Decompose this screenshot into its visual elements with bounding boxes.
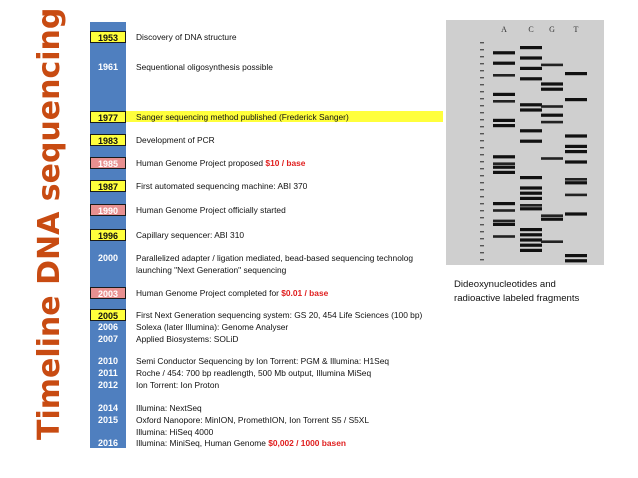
event-description: Semi Conductor Sequencing by Ion Torrent: PGM & Illumina: H1Seq xyxy=(136,356,390,366)
event-description: Development of PCR xyxy=(136,135,215,145)
year-label: 1996 xyxy=(90,229,126,241)
gel-band xyxy=(565,72,587,75)
gel-band xyxy=(520,103,542,106)
year-label: 2011 xyxy=(98,368,118,378)
gel-band xyxy=(493,62,515,65)
gel-band xyxy=(520,192,542,195)
year-label: 1983 xyxy=(90,134,126,146)
event-description: Roche / 454: 700 bp readlength, 500 Mb output, Illumina MiSeq xyxy=(136,368,372,378)
gel-band xyxy=(565,259,587,262)
event-description: First Next Generation sequencing system: GS 20, 454 Life Sciences (100 bp) xyxy=(136,310,423,320)
year-label: 2014 xyxy=(97,403,119,413)
gel-band xyxy=(520,207,542,210)
gel-scale-mark xyxy=(480,224,484,225)
event-text xyxy=(136,355,389,367)
gel-scale-mark xyxy=(480,84,484,85)
event-text xyxy=(136,204,286,216)
event-text xyxy=(136,287,328,299)
year-label: 2005 xyxy=(90,309,126,321)
year-label: 2016 xyxy=(97,438,119,448)
event-description: Discovery of DNA structure xyxy=(136,32,237,42)
gel-band xyxy=(520,140,542,143)
gel-scale-mark xyxy=(480,42,484,43)
gel-band xyxy=(520,176,542,179)
year-label: 2012 xyxy=(97,380,119,390)
caption-line-2: radioactive labeled fragments xyxy=(454,293,580,304)
gel-band xyxy=(493,202,515,205)
event-text xyxy=(136,402,202,414)
event-text-continued: Illumina: HiSeq 4000 xyxy=(136,427,214,437)
gel-band xyxy=(541,121,563,124)
gel-scale-mark xyxy=(480,196,484,197)
year-label: 1990 xyxy=(90,204,126,216)
event-description: Ion Torrent: Ion Proton xyxy=(136,380,220,390)
gel-scale-mark xyxy=(480,217,484,218)
gel-scale-mark xyxy=(480,231,484,232)
year-label: 2000 xyxy=(97,253,119,263)
gel-band xyxy=(520,77,542,80)
event-description: Human Genome Project proposed xyxy=(136,158,266,168)
gel-scale-mark xyxy=(480,238,484,239)
event-text xyxy=(136,134,215,146)
event-description: Human Genome Project officially started xyxy=(136,205,286,215)
gel-band xyxy=(493,171,515,174)
gel-band xyxy=(541,157,563,160)
gel-band xyxy=(493,223,515,226)
event-description: Illumina: MiniSeq, Human Genome xyxy=(136,438,269,448)
year-label: 2015 xyxy=(97,415,119,425)
event-text xyxy=(136,367,371,379)
gel-scale-mark xyxy=(480,154,484,155)
gel-band xyxy=(541,88,563,91)
event-description: Parallelized adapter / ligation mediated, bead-based sequencing technolog xyxy=(136,253,414,263)
gel-band xyxy=(541,82,563,85)
gel-scale-mark xyxy=(480,161,484,162)
gel-scale-mark xyxy=(480,147,484,148)
gel-band xyxy=(493,51,515,54)
gel-band xyxy=(541,64,563,67)
event-text xyxy=(136,157,305,169)
price-label: $10 / base xyxy=(265,158,306,168)
gel-scale-mark xyxy=(480,98,484,99)
event-text xyxy=(136,333,238,345)
gel-band xyxy=(493,124,515,127)
gel-band xyxy=(493,209,515,212)
event-description: Applied Biosystems: SOLiD xyxy=(136,334,239,344)
gel-scale-mark xyxy=(480,175,484,176)
gel-band xyxy=(565,98,587,101)
gel-band xyxy=(565,212,587,215)
gel-lane-label: C xyxy=(528,25,534,34)
event-description: Sequentional oligosynthesis possible xyxy=(136,62,273,72)
gel-band xyxy=(493,93,515,96)
gel-scale-mark xyxy=(480,245,484,246)
gel-scale-mark xyxy=(480,56,484,57)
gel-band xyxy=(541,214,563,217)
year-label: 2006 xyxy=(97,322,119,332)
gel-band xyxy=(493,162,515,165)
gel-scale-mark xyxy=(480,168,484,169)
caption-line-1: Dideoxynucleotides and xyxy=(454,279,556,290)
gel-band xyxy=(493,220,515,223)
year-label: 2010 xyxy=(97,356,119,366)
gel-band xyxy=(520,249,542,252)
gel-band xyxy=(541,240,563,243)
gel-band xyxy=(565,254,587,257)
year-label: 1977 xyxy=(90,111,126,123)
gel-scale-mark xyxy=(480,203,484,204)
gel-scale-mark xyxy=(480,259,484,260)
gel-scale-mark xyxy=(480,182,484,183)
gel-scale-mark xyxy=(480,91,484,92)
event-description: Oxford Nanopore: MinION, PromethION, Ion Torrent S5 / S5XL xyxy=(136,415,370,425)
event-text-continued: launching "Next Generation" sequencing xyxy=(136,265,287,275)
event-description: Sanger sequencing method published (Frederick Sanger) xyxy=(136,112,349,122)
event-text xyxy=(136,321,288,333)
year-label: 1985 xyxy=(90,157,126,169)
event-description: Solexa (later Illumina): Genome Analyser xyxy=(136,322,289,332)
gel-scale-mark xyxy=(480,112,484,113)
event-text xyxy=(136,180,307,192)
gel-scale-mark xyxy=(480,189,484,190)
gel-band xyxy=(493,155,515,158)
gel-band xyxy=(493,166,515,169)
gel-band xyxy=(520,228,542,231)
gel-band xyxy=(520,129,542,132)
gel-band xyxy=(520,197,542,200)
gel-band xyxy=(541,105,563,108)
gel-band xyxy=(565,178,587,181)
gel-band xyxy=(565,194,587,197)
gel-band xyxy=(520,204,542,207)
event-text xyxy=(136,309,422,321)
gel-band xyxy=(565,160,587,163)
gel-band xyxy=(493,235,515,238)
gel-band xyxy=(520,67,542,70)
event-text xyxy=(136,61,273,73)
gel-lane-label: G xyxy=(549,25,555,34)
gel-scale-mark xyxy=(480,133,484,134)
gel-scale-mark xyxy=(480,77,484,78)
gel-scale-mark xyxy=(480,210,484,211)
gel-lane-label: T xyxy=(573,25,579,34)
event-text xyxy=(136,31,237,43)
price-label: $0.01 / base xyxy=(281,288,329,298)
gel-scale-mark xyxy=(480,252,484,253)
event-text xyxy=(136,252,413,264)
gel-caption xyxy=(454,278,634,306)
gel-svg xyxy=(446,20,604,265)
gel-band xyxy=(520,186,542,189)
year-label: 2007 xyxy=(97,334,119,344)
slide-title: Timeline DNA sequencing xyxy=(32,7,67,440)
gel-scale-mark xyxy=(480,119,484,120)
gel-band xyxy=(520,238,542,241)
gel-scale-mark xyxy=(480,140,484,141)
event-text xyxy=(136,379,219,391)
gel-band xyxy=(520,46,542,49)
gel-scale-mark xyxy=(480,49,484,50)
gel-band xyxy=(541,218,563,221)
event-description: Illumina: NextSeq xyxy=(136,403,202,413)
gel-scale-mark xyxy=(480,63,484,64)
event-text xyxy=(136,111,349,123)
year-label: 2003 xyxy=(90,287,126,299)
gel-band xyxy=(493,119,515,122)
gel-band xyxy=(493,74,515,77)
gel-band xyxy=(520,56,542,59)
gel-band xyxy=(565,181,587,184)
gel-band xyxy=(520,244,542,247)
gel-band xyxy=(541,114,563,117)
event-description: Capillary sequencer: ABI 310 xyxy=(136,230,245,240)
price-label: $0,002 / 1000 basen xyxy=(268,438,346,448)
event-text xyxy=(136,229,244,241)
year-label: 1953 xyxy=(90,31,126,43)
gel-band xyxy=(520,233,542,236)
sequencing-gel-image xyxy=(446,20,604,265)
gel-band xyxy=(565,134,587,137)
gel-lane-label: A xyxy=(501,25,507,34)
event-description: Human Genome Project completed for xyxy=(136,288,282,298)
gel-band xyxy=(565,150,587,153)
event-description: First automated sequencing machine: ABI 370 xyxy=(136,181,308,191)
year-label: 1961 xyxy=(97,62,119,72)
gel-scale-mark xyxy=(480,126,484,127)
event-text xyxy=(136,414,369,426)
gel-band xyxy=(493,100,515,103)
gel-band xyxy=(565,145,587,148)
event-text xyxy=(136,437,346,449)
gel-scale-mark xyxy=(480,70,484,71)
gel-band xyxy=(520,108,542,111)
gel-scale-mark xyxy=(480,105,484,106)
year-label: 1987 xyxy=(90,180,126,192)
